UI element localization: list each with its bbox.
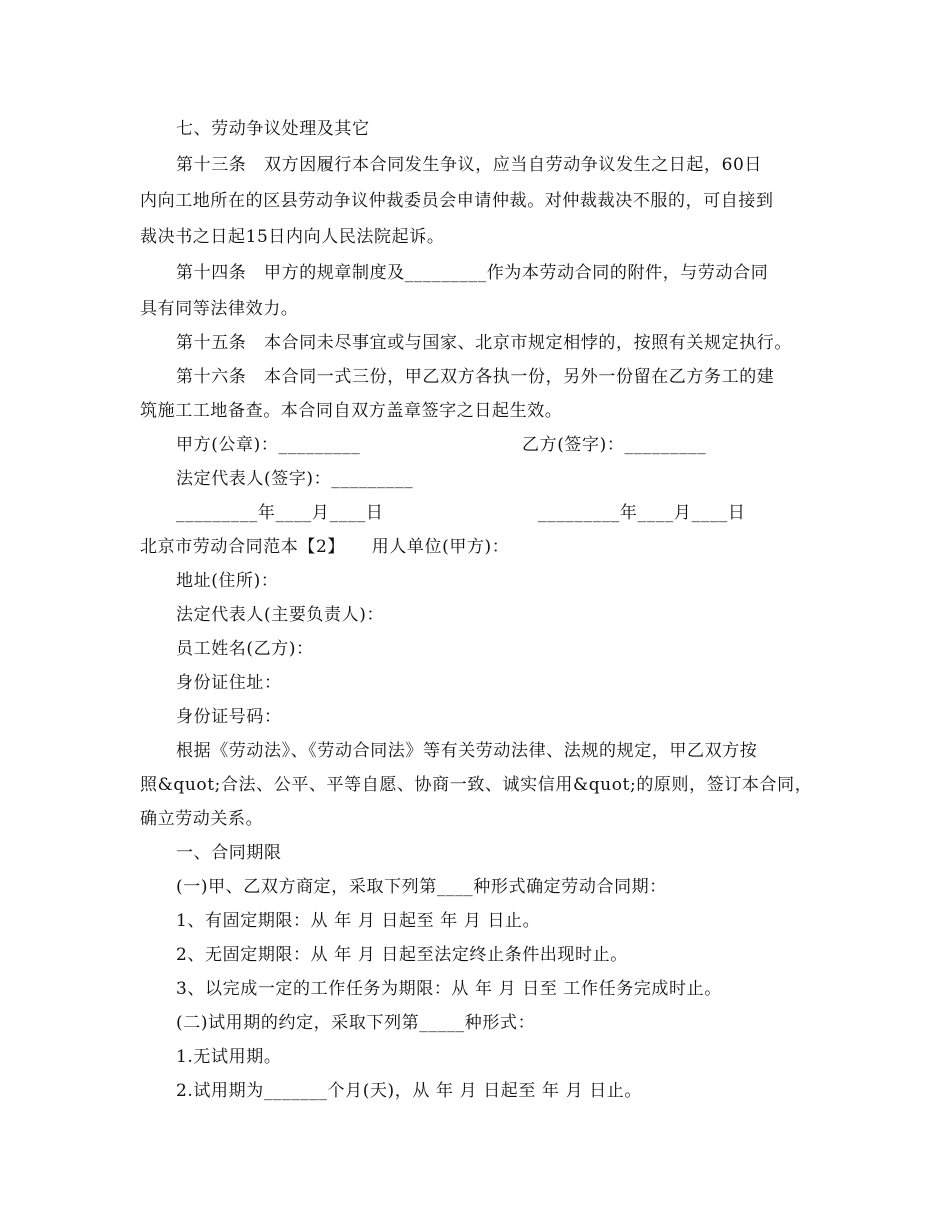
- term-option-1: 1、有固定期限：从 年 月 日起至 年 月 日止。: [176, 911, 541, 931]
- party-b-date-field: _________年____月____日: [538, 503, 746, 523]
- article-16-line-1: 第十六条 本合同一式三份，甲乙双方各执一份，另外一份留在乙方务工的建: [176, 367, 775, 387]
- party-a-date-field: _________年____月____日: [176, 503, 384, 523]
- preamble-line-2: 照&quot;合法、公平、平等自愿、协商一致、诚实信用&quot;的原则，签订本合同，: [140, 775, 813, 795]
- article-13-line-1: 第十三条 双方因履行本合同发生争议，应当自劳动争议发生之日起，60日: [176, 155, 763, 175]
- party-b-signature-field: 乙方(签字)：_________: [522, 435, 707, 455]
- article-14-line-1: 第十四条 甲方的规章制度及_________作为本劳动合同的附件，与劳动合同: [176, 263, 769, 283]
- preamble-line-1: 根据《劳动法》、《劳动合同法》等有关劳动法律、法规的规定，甲乙双方按: [176, 741, 758, 761]
- term-clause-1: (一)甲、乙双方商定，采取下列第____种形式确定劳动合同期：: [176, 877, 667, 897]
- preamble-line-3: 确立劳动关系。: [140, 809, 264, 829]
- article-14-line-2: 具有同等法律效力。: [140, 299, 299, 319]
- template-2-heading: 北京市劳动合同范本【2】 用人单位(甲方)：: [140, 537, 510, 557]
- section-heading-labor-dispute: 七、劳动争议处理及其它: [176, 119, 370, 139]
- id-address-field: 身份证住址：: [176, 673, 282, 693]
- legal-representative-field: 法定代表人(主要负责人)：: [176, 605, 385, 625]
- term-option-3: 3、以完成一定的工作任务为期限：从 年 月 日至 工作任务完成时止。: [176, 979, 722, 999]
- section-heading-contract-term: 一、合同期限: [176, 843, 282, 863]
- article-13-line-2: 内向工地所在的区县劳动争议仲裁委员会申请仲裁。对仲裁裁决不服的，可自接到: [140, 191, 774, 211]
- probation-option-1: 1.无试用期。: [176, 1047, 282, 1067]
- probation-clause: (二)试用期的约定，采取下列第_____种形式：: [176, 1013, 536, 1033]
- article-15-line: 第十五条 本合同未尽事宜或与国家、北京市规定相悖的，按照有关规定执行。: [176, 333, 792, 353]
- probation-option-2: 2.试用期为_______个月(天)，从 年 月 日起至 年 月 日止。: [176, 1081, 643, 1101]
- employee-name-field: 员工姓名(乙方)：: [176, 639, 314, 659]
- article-13-line-3: 裁决书之日起15日内向人民法院起诉。: [140, 227, 445, 247]
- address-field: 地址(住所)：: [176, 571, 279, 591]
- id-number-field: 身份证号码：: [176, 707, 282, 727]
- article-16-line-2: 筑施工工地备查。本合同自双方盖章签字之日起生效。: [140, 401, 563, 421]
- legal-rep-signature-field: 法定代表人(签字)：_________: [176, 469, 414, 489]
- party-a-seal-field: 甲方(公章)：_________: [176, 435, 361, 455]
- term-option-2: 2、无固定期限：从 年 月 日起至法定终止条件出现时止。: [176, 945, 628, 965]
